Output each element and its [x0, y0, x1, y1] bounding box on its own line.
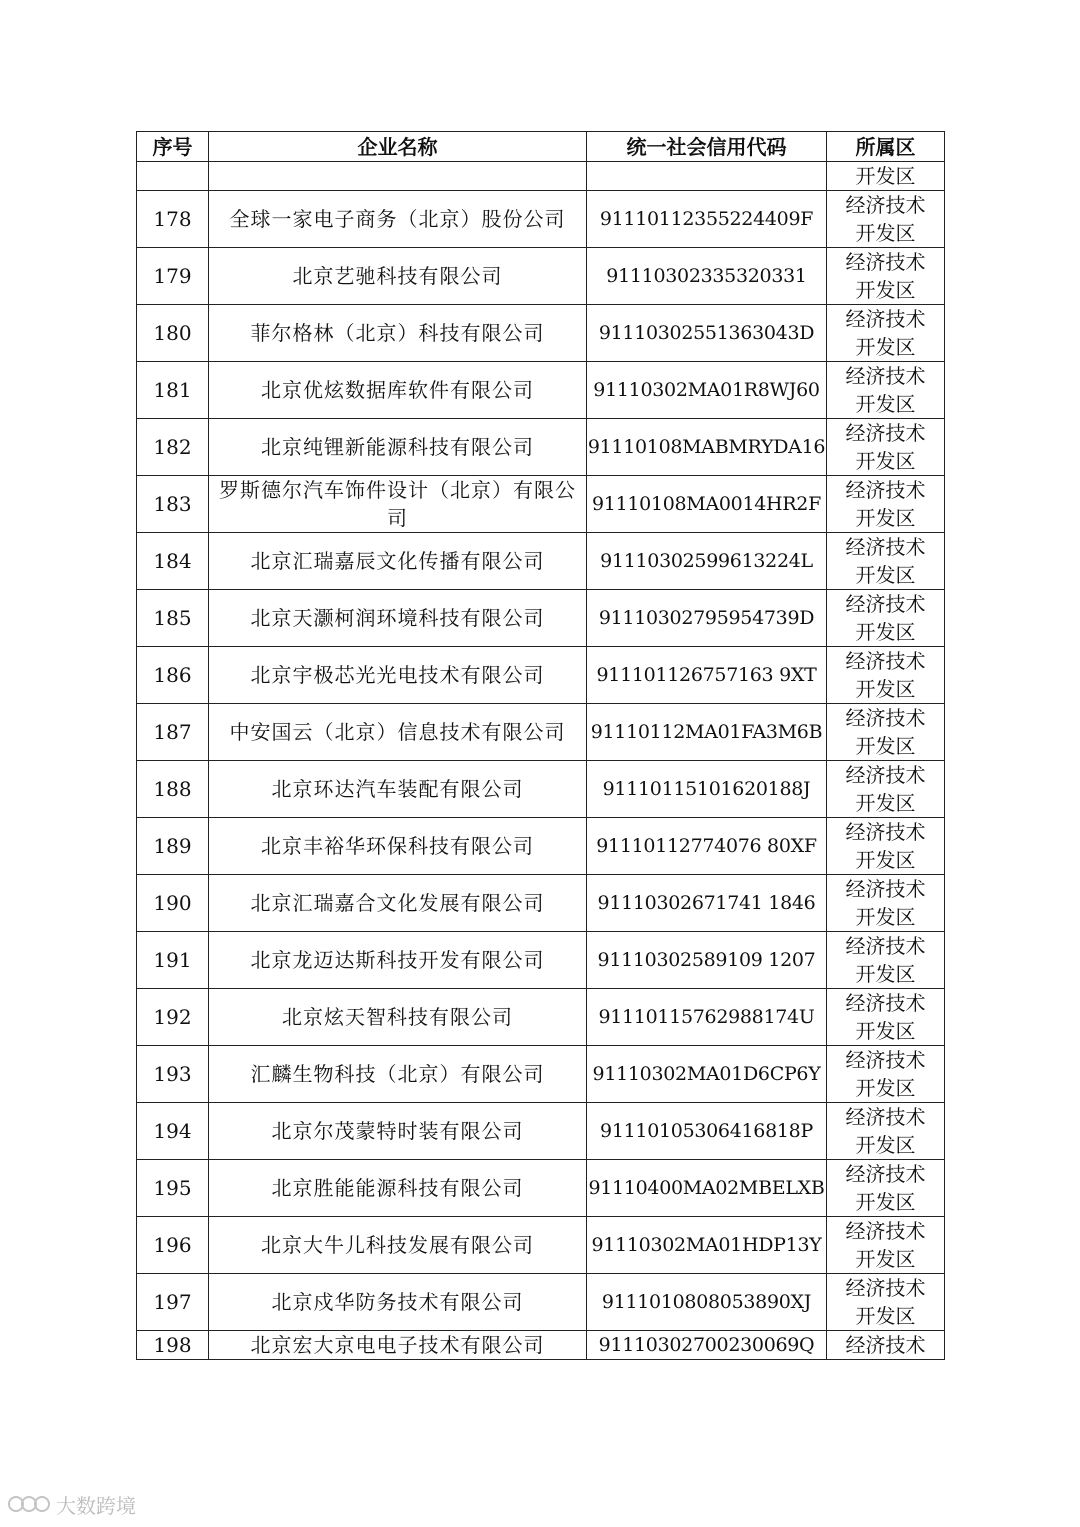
district-line-1: 经济技术 — [845, 592, 926, 616]
cell-code: 911101126757163 9XT — [587, 647, 827, 704]
table-row — [137, 1217, 945, 1274]
cell-name: 中安国云（北京）信息技术有限公司 — [209, 704, 587, 761]
cell-district — [827, 704, 945, 761]
cell-seq: 180 — [137, 305, 209, 362]
cell-name: 北京戍华防务技术有限公司 — [209, 1274, 587, 1331]
district-line-2: 开发区 — [855, 1076, 916, 1100]
cell-district — [827, 1274, 945, 1331]
cell-seq — [137, 162, 209, 191]
cell-code: 91110112355224409F — [587, 191, 827, 248]
district-line-2: 开发区 — [855, 1133, 916, 1157]
cell-seq: 178 — [137, 191, 209, 248]
table-row — [137, 419, 945, 476]
table-row — [137, 191, 945, 248]
cell-seq: 181 — [137, 362, 209, 419]
cell-district — [827, 1160, 945, 1217]
district-line-2: 开发区 — [855, 620, 916, 644]
cell-district — [827, 248, 945, 305]
table-row — [137, 1160, 945, 1217]
table-row — [137, 590, 945, 647]
cell-seq: 179 — [137, 248, 209, 305]
cell-code: 91110302335320331 — [587, 248, 827, 305]
cell-name: 北京天灏柯润环境科技有限公司 — [209, 590, 587, 647]
cell-seq: 186 — [137, 647, 209, 704]
cell-district — [827, 875, 945, 932]
cell-code: 91110108MA0014HR2F — [587, 476, 827, 533]
table-row — [137, 818, 945, 875]
table-row — [137, 932, 945, 989]
district-line-2: 开发区 — [855, 848, 916, 872]
cell-seq: 185 — [137, 590, 209, 647]
cell-name: 北京优炫数据库软件有限公司 — [209, 362, 587, 419]
cell-seq: 187 — [137, 704, 209, 761]
cell-seq: 184 — [137, 533, 209, 590]
cell-code: 91110108MABMRYDA16 — [587, 419, 827, 476]
cell-district — [827, 419, 945, 476]
header-seq: 序号 — [137, 132, 209, 162]
cell-name: 菲尔格林（北京）科技有限公司 — [209, 305, 587, 362]
cell-seq: 192 — [137, 989, 209, 1046]
district-line-2: 开发区 — [855, 335, 916, 359]
cell-name — [209, 162, 587, 191]
table-row — [137, 305, 945, 362]
cell-code: 91110302671741 1846 — [587, 875, 827, 932]
cell-district — [827, 1103, 945, 1160]
cell-district — [827, 1046, 945, 1103]
cell-code: 91110302795954739D — [587, 590, 827, 647]
table-row — [137, 248, 945, 305]
cell-seq: 182 — [137, 419, 209, 476]
table-row — [137, 647, 945, 704]
district-line-2: 开发区 — [855, 734, 916, 758]
district-line-2: 开发区 — [855, 278, 916, 302]
cell-name: 北京宇极芯光光电技术有限公司 — [209, 647, 587, 704]
table-row — [137, 1046, 945, 1103]
cell-code: 91110302589109 1207 — [587, 932, 827, 989]
cell-seq: 183 — [137, 476, 209, 533]
cell-seq: 190 — [137, 875, 209, 932]
cell-district — [827, 647, 945, 704]
cell-code: 91110302MA01HDP13Y — [587, 1217, 827, 1274]
cell-code — [587, 162, 827, 191]
header-district: 所属区 — [827, 132, 945, 162]
table-row — [137, 875, 945, 932]
cell-code: 91110112774076 80XF — [587, 818, 827, 875]
district-line-1: 经济技术 — [845, 649, 926, 673]
cell-name: 北京丰裕华环保科技有限公司 — [209, 818, 587, 875]
table-body — [137, 162, 945, 1360]
district-line-1: 经济技术 — [845, 1048, 926, 1072]
cell-name: 北京尔茂蒙特时装有限公司 — [209, 1103, 587, 1160]
enterprise-table — [136, 131, 945, 1360]
cell-seq: 196 — [137, 1217, 209, 1274]
district-line-1: 经济技术 — [845, 763, 926, 787]
header-name: 企业名称 — [209, 132, 587, 162]
watermark-logo-icon — [8, 1493, 52, 1517]
cell-code: 91110302599613224L — [587, 533, 827, 590]
cell-name: 北京汇瑞嘉辰文化传播有限公司 — [209, 533, 587, 590]
table-row — [137, 533, 945, 590]
district-line-2: 开发区 — [855, 392, 916, 416]
cell-seq: 197 — [137, 1274, 209, 1331]
table-row-last — [137, 1331, 945, 1360]
cell-code: 91110400MA02MBELXB — [587, 1160, 827, 1217]
district-line-1: 经济技术 — [845, 706, 926, 730]
cell-code: 91110302700230069Q — [587, 1331, 827, 1360]
cell-seq: 193 — [137, 1046, 209, 1103]
cell-district — [827, 590, 945, 647]
district-line-1: 经济技术 — [845, 1276, 926, 1300]
district-line-1: 经济技术 — [845, 820, 926, 844]
cell-district: 经济技术 — [827, 1331, 945, 1360]
district-line-2: 开发区 — [855, 1304, 916, 1328]
district-line-1: 经济技术 — [845, 934, 926, 958]
district-line-1: 经济技术 — [845, 1219, 926, 1243]
cell-name: 罗斯德尔汽车饰件设计（北京）有限公司 — [209, 476, 587, 533]
district-line-2: 开发区 — [855, 677, 916, 701]
cell-seq: 191 — [137, 932, 209, 989]
cell-district — [827, 476, 945, 533]
cell-code: 91110302551363043D — [587, 305, 827, 362]
cell-district: 开发区 — [827, 162, 945, 191]
cell-name: 北京纯锂新能源科技有限公司 — [209, 419, 587, 476]
cell-name: 汇麟生物科技（北京）有限公司 — [209, 1046, 587, 1103]
district-line-2: 开发区 — [855, 1019, 916, 1043]
district-line-2: 开发区 — [855, 791, 916, 815]
cell-seq: 198 — [137, 1331, 209, 1360]
cell-name: 北京胜能能源科技有限公司 — [209, 1160, 587, 1217]
district-line-1: 经济技术 — [845, 193, 926, 217]
district-line-1: 经济技术 — [845, 364, 926, 388]
watermark-text: 大数跨境 — [56, 1494, 136, 1518]
district-line-2: 开发区 — [855, 449, 916, 473]
cell-district — [827, 989, 945, 1046]
cell-name: 全球一家电子商务（北京）股份公司 — [209, 191, 587, 248]
district-line-2: 开发区 — [855, 563, 916, 587]
district-line-2: 开发区 — [855, 1190, 916, 1214]
district-line-1: 经济技术 — [845, 535, 926, 559]
district-line-2: 开发区 — [855, 506, 916, 530]
cell-district — [827, 818, 945, 875]
cell-code: 9111010808053890XJ — [587, 1274, 827, 1331]
cell-seq: 194 — [137, 1103, 209, 1160]
cell-name: 北京环达汽车装配有限公司 — [209, 761, 587, 818]
table-row — [137, 476, 945, 533]
district-line-1: 经济技术 — [845, 1162, 926, 1186]
table-row — [137, 761, 945, 818]
cell-name: 北京大牛儿科技发展有限公司 — [209, 1217, 587, 1274]
cell-seq: 188 — [137, 761, 209, 818]
header-code: 统一社会信用代码 — [587, 132, 827, 162]
table-row-continued — [137, 162, 945, 191]
cell-code: 91110302MA01D6CP6Y — [587, 1046, 827, 1103]
district-line-1: 经济技术 — [845, 250, 926, 274]
cell-name: 北京艺驰科技有限公司 — [209, 248, 587, 305]
cell-name: 北京炫天智科技有限公司 — [209, 989, 587, 1046]
cell-seq: 189 — [137, 818, 209, 875]
cell-name: 北京汇瑞嘉合文化发展有限公司 — [209, 875, 587, 932]
district-line-1: 经济技术 — [845, 307, 926, 331]
district-line-1: 经济技术 — [845, 1105, 926, 1129]
cell-district — [827, 761, 945, 818]
cell-name: 北京宏大京电电子技术有限公司 — [209, 1331, 587, 1360]
district-line-2: 开发区 — [855, 962, 916, 986]
watermark — [8, 1490, 136, 1519]
district-line-1: 经济技术 — [845, 478, 926, 502]
table-row — [137, 704, 945, 761]
district-line-2: 开发区 — [855, 1247, 916, 1271]
cell-district — [827, 533, 945, 590]
cell-code: 91110105306416818P — [587, 1103, 827, 1160]
table-row — [137, 1103, 945, 1160]
district-line-1: 经济技术 — [845, 421, 926, 445]
cell-name: 北京龙迈达斯科技开发有限公司 — [209, 932, 587, 989]
cell-district — [827, 932, 945, 989]
cell-code: 91110115101620188J — [587, 761, 827, 818]
cell-district — [827, 1217, 945, 1274]
district-line-2: 开发区 — [855, 221, 916, 245]
cell-district — [827, 305, 945, 362]
cell-district — [827, 362, 945, 419]
district-line-1: 经济技术 — [845, 877, 926, 901]
table-row — [137, 1274, 945, 1331]
district-line-2: 开发区 — [855, 905, 916, 929]
cell-code: 91110112MA01FA3M6B — [587, 704, 827, 761]
cell-code: 91110115762988174U — [587, 989, 827, 1046]
cell-district — [827, 191, 945, 248]
cell-seq: 195 — [137, 1160, 209, 1217]
table-row — [137, 989, 945, 1046]
table-row — [137, 362, 945, 419]
table-header-row — [137, 132, 945, 162]
cell-code: 91110302MA01R8WJ60 — [587, 362, 827, 419]
district-line-1: 经济技术 — [845, 991, 926, 1015]
